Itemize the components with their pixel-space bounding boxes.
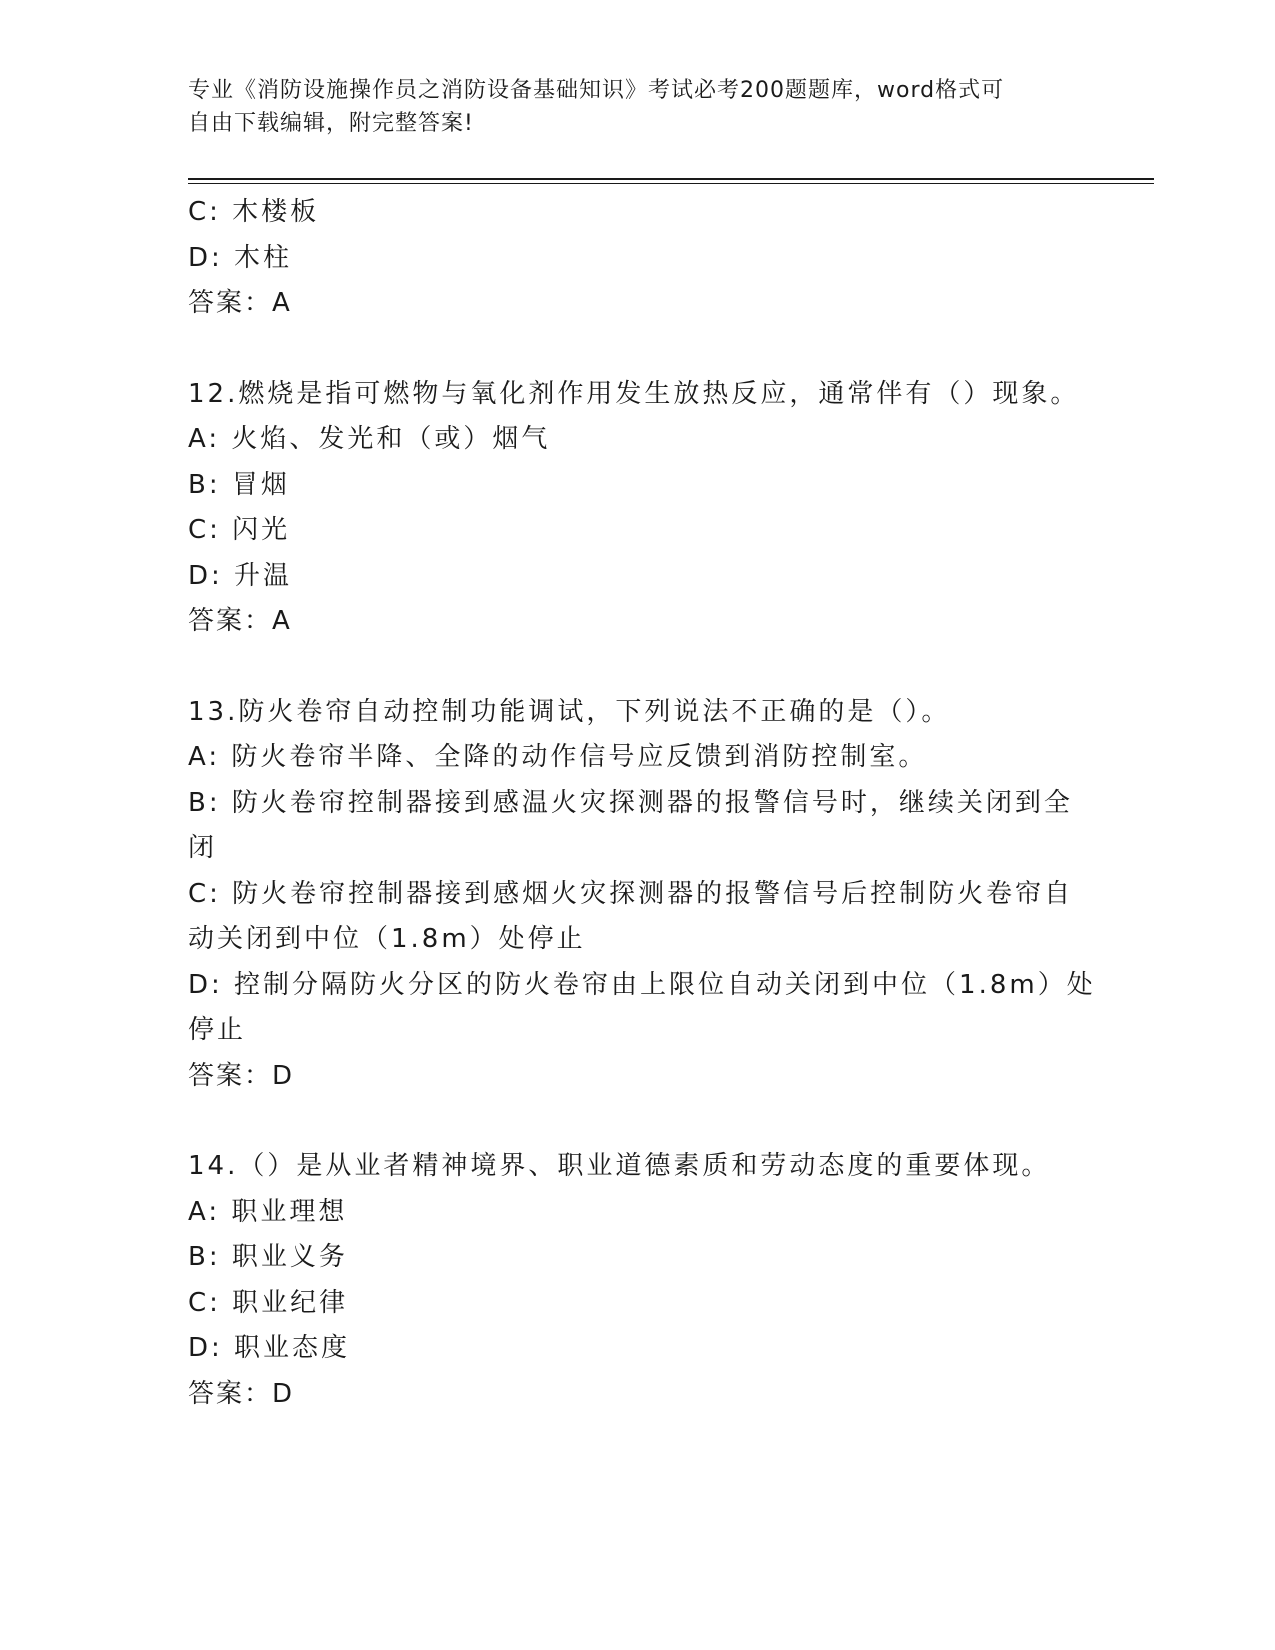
document-header [188,74,1068,140]
option-b: B: 防火卷帘控制器接到感温火灾探测器的报警信号时，继续关闭到全 [188,787,1073,818]
spacer [188,1099,1088,1144]
spacer [188,645,1088,690]
option-d-continued: 停止 [188,1015,247,1045]
option-c-continued: 动关闭到中位（1.8m）处停止 [188,924,586,954]
header-line-1: 专业《消防设施操作员之消防设备基础知识》考试必考200题题库，word格式可 [188,78,1005,103]
spacer [188,327,1088,372]
option-a: A: 防火卷帘半降、全降的动作信号应反馈到消防控制室。 [188,742,928,772]
option-d: D: 职业态度 [188,1333,351,1363]
option-d: D: 控制分隔防火分区的防火卷帘由上限位自动关闭到中位（1.8m）处 [188,969,1096,1000]
option-d: D: 木柱 [188,242,293,273]
option-b-continued: 闭 [188,833,218,863]
header-rule-thin [188,183,1154,184]
question-13: 13.防火卷帘自动控制功能调试，下列说法不正确的是（）。 [188,696,951,727]
option-c: C: 闪光 [188,515,291,545]
question-12: 12.燃烧是指可燃物与氧化剂作用发生放热反应，通常伴有（）现象。 [188,378,1080,409]
option-c: C: 职业纪律 [188,1287,349,1318]
option-a: A: 火焰、发光和（或）烟气 [188,424,551,454]
header-line-2: 自由下载编辑，附完整答案! [188,111,474,136]
question-14: 14.（）是从业者精神境界、职业道德素质和劳动态度的重要体现。 [188,1151,1051,1181]
answer: 答案：D [188,1060,295,1091]
option-a: A: 职业理想 [188,1196,348,1227]
option-d: D: 升温 [188,560,293,591]
option-c: C: 木楼板 [188,197,320,227]
option-c: C: 防火卷帘控制器接到感烟火灾探测器的报警信号后控制防火卷帘自 [188,878,1074,909]
option-b: B: 职业义务 [188,1242,348,1272]
question-body [188,190,1096,1417]
answer: 答案：A [188,288,292,318]
option-b: B: 冒烟 [188,469,290,500]
answer: 答案：D [188,1378,295,1409]
header-rule-thick [188,178,1154,180]
answer: 答案：A [188,606,292,636]
